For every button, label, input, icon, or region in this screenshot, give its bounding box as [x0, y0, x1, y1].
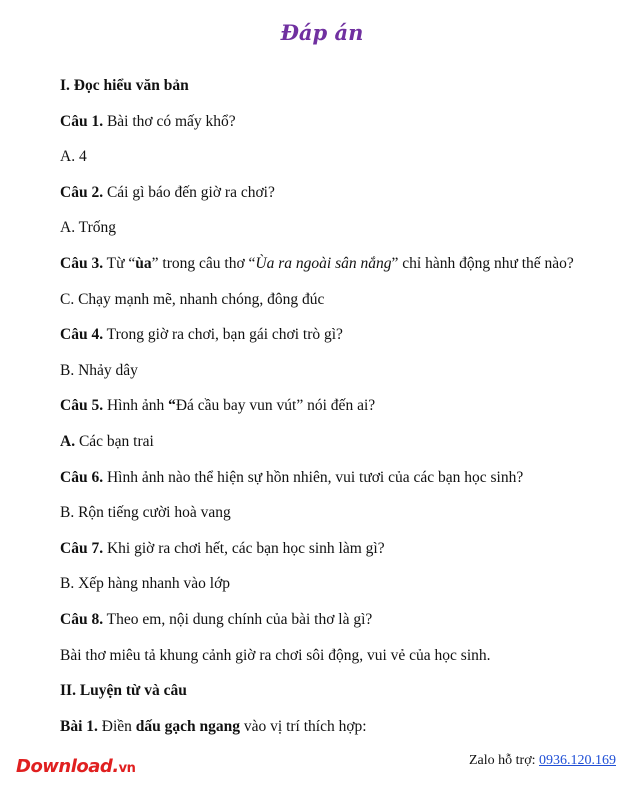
download-logo[interactable]: Download.vn — [16, 756, 136, 777]
question-5: Câu 5. Hình ảnh “Đá cầu bay vun vút” nói đến ai? — [60, 397, 376, 415]
question-2: Câu 2. Cái gì báo đến giờ ra chơi? — [60, 183, 275, 201]
answer-5: A. Các bạn trai — [60, 432, 154, 450]
page-title: Đáp án — [280, 20, 364, 45]
support-phone-link[interactable]: 0936.120.169 — [539, 753, 616, 768]
document-body — [60, 76, 620, 752]
zalo-support: Zalo hỗ trợ: 0936.120.169 — [469, 753, 616, 768]
answer-8: Bài thơ miêu tả khung cảnh giờ ra chơi sôi động, vui vẻ của học sinh. — [60, 646, 491, 664]
answer-4: B. Nhảy dây — [60, 361, 138, 379]
question-3: Câu 3. Từ “ùa” trong câu thơ “Ùa ra ngoài sân nắng” chỉ hành động như thế nào? — [60, 254, 574, 272]
question-1: Câu 1. Bài thơ có mấy khổ? — [60, 112, 236, 130]
answer-6: B. Rộn tiếng cười hoà vang — [60, 504, 231, 522]
answer-3: C. Chạy mạnh mẽ, nhanh chóng, đông đúc — [60, 290, 325, 308]
question-6: Câu 6. Hình ảnh nào thể hiện sự hồn nhiên, vui tươi của các bạn học sinh? — [60, 468, 524, 486]
question-8: Câu 8. Theo em, nội dung chính của bài thơ là gì? — [60, 610, 373, 628]
answer-2: A. Trống — [60, 219, 116, 237]
answer-1: A. 4 — [60, 148, 87, 166]
question-4: Câu 4. Trong giờ ra chơi, bạn gái chơi trò gì? — [60, 326, 343, 344]
question-7: Câu 7. Khi giờ ra chơi hết, các bạn học sinh làm gì? — [60, 539, 385, 557]
exercise-1: Bài 1. Điền dấu gạch ngang vào vị trí thích hợp: — [60, 717, 367, 735]
section-heading-reading: I. Đọc hiểu văn bản — [60, 77, 189, 94]
answer-7: B. Xếp hàng nhanh vào lớp — [60, 575, 231, 593]
section-heading-vocabulary: II. Luyện từ và câu — [60, 682, 187, 700]
